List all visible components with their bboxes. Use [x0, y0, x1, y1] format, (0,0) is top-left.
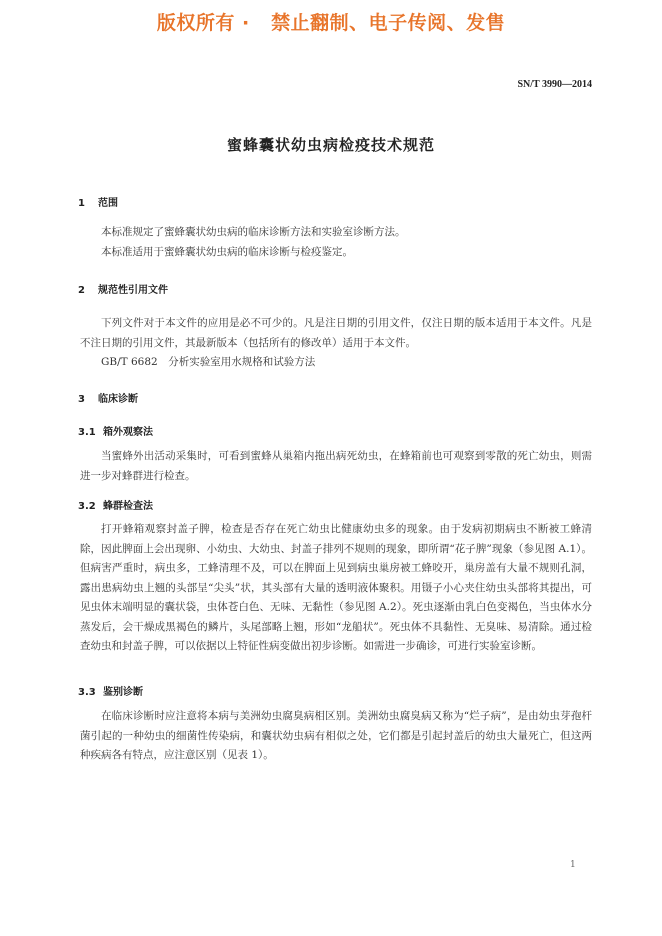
section-title: 规范性引用文件: [98, 285, 168, 296]
section-3-3-body: [80, 707, 592, 766]
section-title: 范围: [98, 198, 118, 209]
section-title: 临床诊断: [98, 394, 138, 405]
section-3-2-heading: [78, 497, 153, 512]
section-title: 蜂群检查法: [103, 501, 153, 512]
section-1-heading: [78, 194, 118, 209]
paragraph: 在临床诊断时应注意将本病与美洲幼虫腐臭病相区别。美洲幼虫腐臭病又称为“烂子病”，是由幼虫芽孢杆菌引起的一种幼虫的细菌性传染病，和囊状幼虫病有相似之处，它们都是引起封盖后的幼虫大量死亡，但这两种疾病各有特点，应注意区别（见表 1）。: [80, 710, 592, 761]
section-number: 2: [78, 285, 85, 296]
document-title: 蜜蜂囊状幼虫病检疫技术规范: [226, 136, 435, 154]
section-3-2-body: [80, 520, 592, 657]
section-3-1-heading: [78, 423, 153, 438]
section-title: 鉴别诊断: [103, 687, 143, 698]
section-2-heading: [78, 281, 168, 296]
paragraph: 本标准适用于蜜蜂囊状幼虫病的临床诊断与检疫鉴定。: [101, 245, 353, 258]
copyright-watermark: 版权所有 · 禁止翻制、电子传阅、发售: [156, 12, 506, 34]
section-number: 3.2: [78, 501, 96, 512]
section-number: 3.1: [78, 427, 96, 438]
page-number: 1: [570, 860, 576, 870]
section-title: 箱外观察法: [103, 427, 153, 438]
standard-code: SN/T 3990—2014: [517, 79, 592, 90]
section-1-body: [80, 223, 592, 262]
section-number: 3: [78, 394, 85, 405]
paragraph: 打开蜂箱观察封盖子脾，检查是否存在死亡幼虫比健康幼虫多的现象。由于发病初期病虫不断被工蜂清除，因此脾面上会出现卵、小幼虫、大幼虫、封盖子排列不规则的现象，即所谓“花子脾”现象（参见图 A.1）。但病害严重时，病虫多，工蜂清理不及，可以在脾面上见到病虫巢房被工蜂咬开，巢房盖有大量不规则孔洞，露出患病幼虫上翘的头部呈“尖头”状，其头部有大量的透明液体聚积。用镊子小心夹住幼虫头部将其提出，可见虫体末端明显的囊状袋，虫体苍白色、无味、无黏性（参见图 A.2）。死虫逐渐由乳白色变褐色，当虫体水分蒸发后，会干燥成黑褐色的鳞片，头尾部略上翘，形如“龙船状”。死虫体不具黏性、无臭味、易清除。通过检查幼虫和封盖子脾，可以依据以上特征性病变做出初步诊断。如需进一步确诊，可进行实验室诊断。: [80, 523, 592, 652]
normative-reference: GB/T 6682 分析实验室用水规格和试验方法: [101, 356, 316, 368]
paragraph: 下列文件对于本文件的应用是必不可少的。凡是注日期的引用文件，仅注日期的版本适用于本文件。凡是不注日期的引用文件，其最新版本（包括所有的修改单）适用于本文件。: [80, 317, 592, 349]
paragraph: 本标准规定了蜜蜂囊状幼虫病的临床诊断方法和实验室诊断方法。: [101, 226, 406, 238]
paragraph: 当蜜蜂外出活动采集时，可看到蜜蜂从巢箱内拖出病死幼虫，在蜂箱前也可观察到零散的死亡幼虫，则需进一步对蜂群进行检查。: [80, 450, 592, 482]
section-number: 1: [78, 198, 85, 209]
section-3-1-body: [80, 447, 592, 486]
section-2-body: [80, 314, 592, 373]
section-number: 3.3: [78, 687, 96, 698]
section-3-heading: [78, 390, 138, 405]
section-3-3-heading: [78, 683, 143, 698]
